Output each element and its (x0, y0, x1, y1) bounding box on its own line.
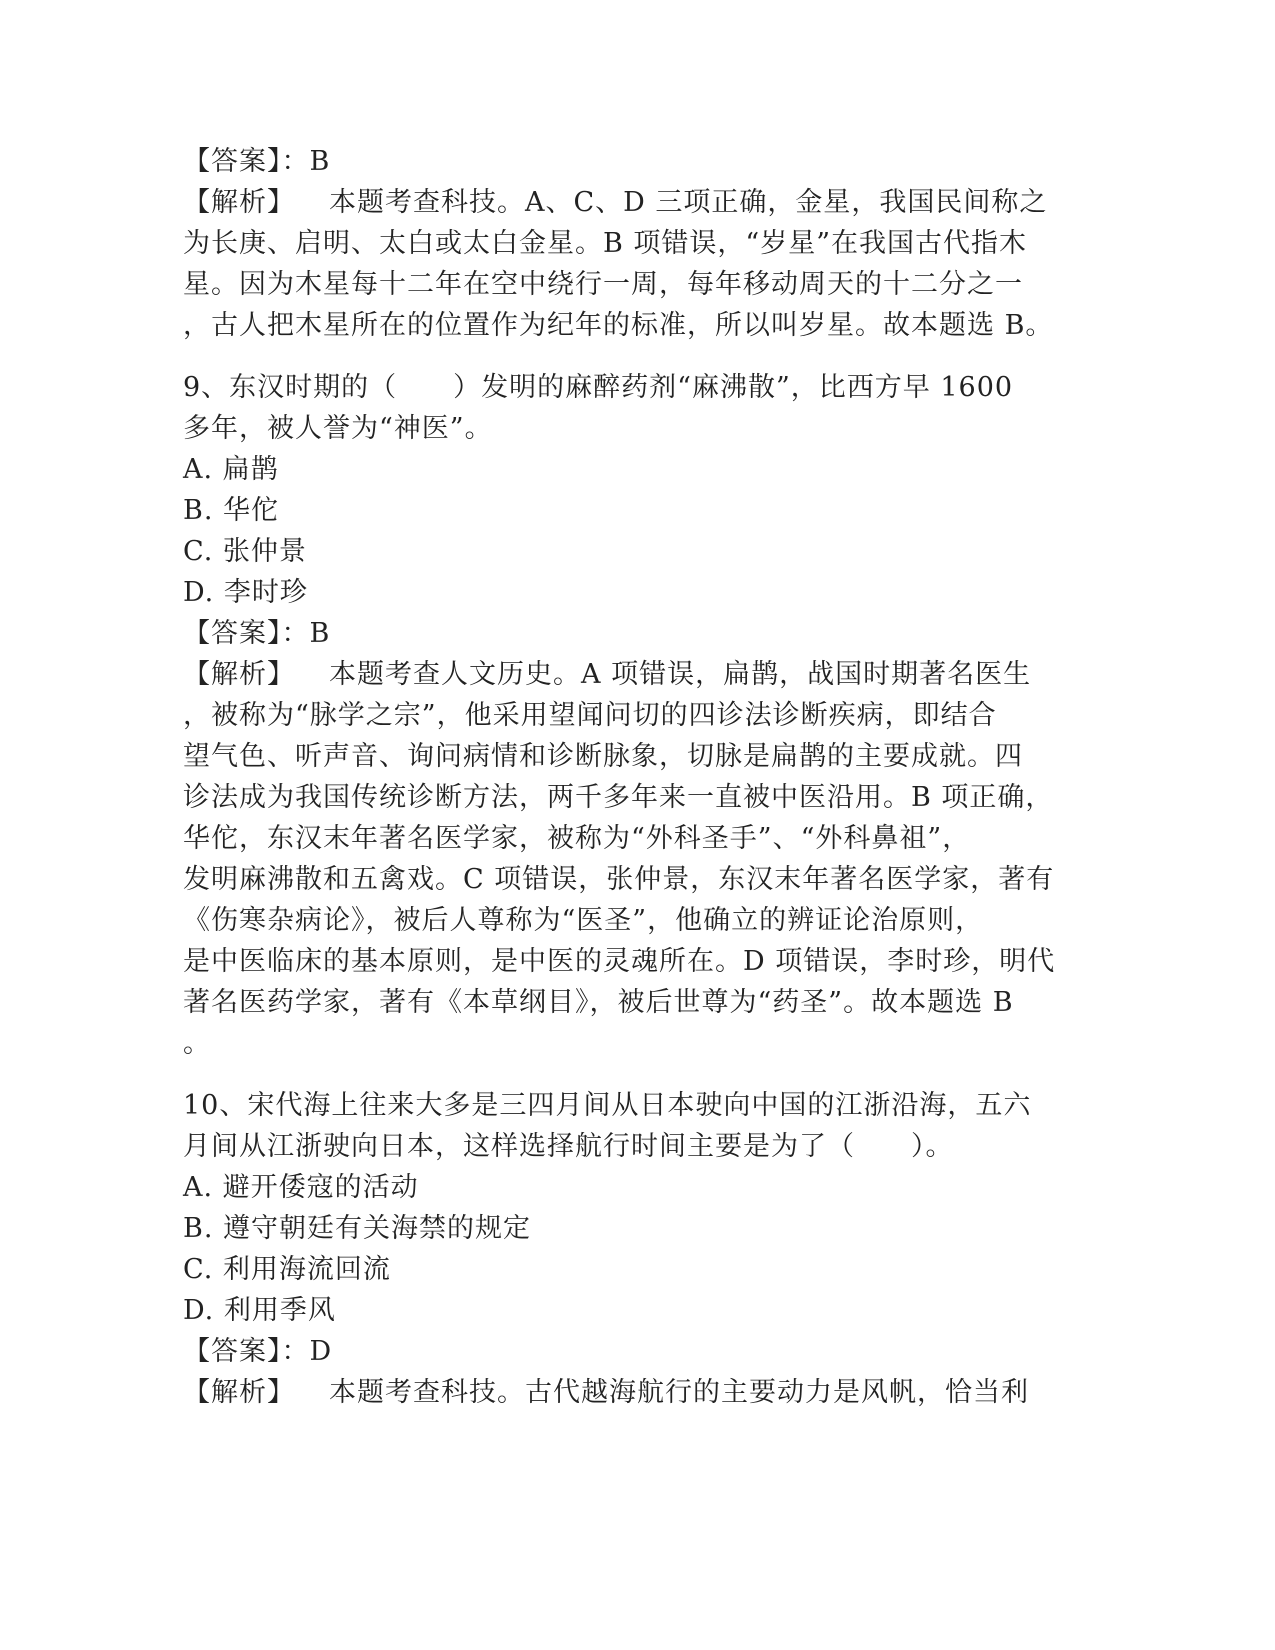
q9-answer-line (183, 614, 1083, 654)
q9-option-c: C. 张仲景 (183, 536, 307, 567)
q9-stem-line-2: 多年，被人誉为“神医”。 (183, 413, 493, 444)
q10-option-a: A. 避开倭寇的活动 (183, 1172, 419, 1203)
analysis-tag: 【解析】 (183, 659, 295, 690)
answer-value: B (309, 146, 331, 177)
q10-stem-line-1: 10、宋代海上往来大多是三四月间从日本驶向中国的江浙沿海，五六 (183, 1090, 1032, 1121)
q9-analysis-line-8: 是中医临床的基本原则，是中医的灵魂所在。D 项错误，李时珍，明代 (183, 946, 1056, 977)
answer-value: B (309, 618, 331, 649)
answer-value: D (309, 1336, 333, 1367)
answer-tag: 【答案】 (183, 146, 282, 177)
q9-analysis-line-1 (183, 655, 1083, 695)
q9-analysis-line-2: ，被称为“脉学之宗”，他采用望闻问切的四诊法诊断疾病，即结合 (183, 700, 997, 731)
answer-separator: ： (281, 1336, 310, 1367)
q10-option-b: B. 遵守朝廷有关海禁的规定 (183, 1213, 532, 1244)
q9-analysis-line-3: 望气色、听声音、询问病情和诊断脉象，切脉是扁鹊的主要成就。四 (183, 741, 1023, 772)
q9-analysis-line-5: 华佗，东汉末年著名医学家，被称为“外科圣手”、“外科鼻祖”， (183, 823, 971, 854)
q9-option-d: D. 李时珍 (183, 577, 308, 608)
q10-answer-line (183, 1332, 1083, 1372)
q8-analysis-line-3: 星。因为木星每十二年在空中绕行一周，每年移动周天的十二分之一 (183, 269, 1023, 300)
q8-answer-line (183, 142, 1083, 182)
answer-separator: ： (281, 618, 310, 649)
q9-analysis-line-10: 。 (183, 1028, 211, 1059)
q9-analysis-line-7: 《伤寒杂病论》，被后人尊称为“医圣”，他确立的辨证论治原则， (183, 905, 984, 936)
analysis-tag: 【解析】 (183, 187, 295, 218)
q9-analysis-line-9: 著名医药学家，著有《本草纲目》，被后世尊为“药圣”。故本题选 B (183, 987, 1014, 1018)
q10-stem-line-2: 月间从江浙驶向日本，这样选择航行时间主要是为了（ ）。 (183, 1131, 954, 1162)
q9-analysis-line-4: 诊法成为我国传统诊断方法，两千多年来一直被中医沿用。B 项正确， (183, 782, 1054, 813)
q10-option-c: C. 利用海流回流 (183, 1254, 391, 1285)
q10-analysis-line-1 (183, 1373, 1083, 1413)
answer-separator: ： (281, 146, 310, 177)
answer-tag: 【答案】 (183, 618, 282, 649)
analysis-tag: 【解析】 (183, 1377, 295, 1408)
analysis-text: 本题考查科技。古代越海航行的主要动力是风帆，恰当利 (329, 1377, 1029, 1408)
q9-option-a: A. 扁鹊 (183, 454, 279, 485)
q9-option-b: B. 华佗 (183, 495, 280, 526)
q8-analysis-line-1 (183, 183, 1083, 223)
q9-stem-line-1: 9、东汉时期的（ ）发明的麻醉药剂“麻沸散”，比西方早 1600 (183, 372, 1014, 403)
answer-tag: 【答案】 (183, 1336, 282, 1367)
analysis-text: 本题考查科技。A、C、D 三项正确，金星，我国民间称之 (329, 187, 1048, 218)
q9-analysis-line-6: 发明麻沸散和五禽戏。C 项错误，张仲景，东汉末年著名医学家，著有 (183, 864, 1055, 895)
q10-option-d: D. 利用季风 (183, 1295, 336, 1326)
q8-analysis-line-2: 为长庚、启明、太白或太白金星。B 项错误，“岁星”在我国古代指木 (183, 228, 1028, 259)
q8-analysis-line-4: ，古人把木星所在的位置作为纪年的标准，所以叫岁星。故本题选 B。 (183, 310, 1054, 341)
analysis-text: 本题考查人文历史。A 项错误，扁鹊，战国时期著名医生 (329, 659, 1032, 690)
